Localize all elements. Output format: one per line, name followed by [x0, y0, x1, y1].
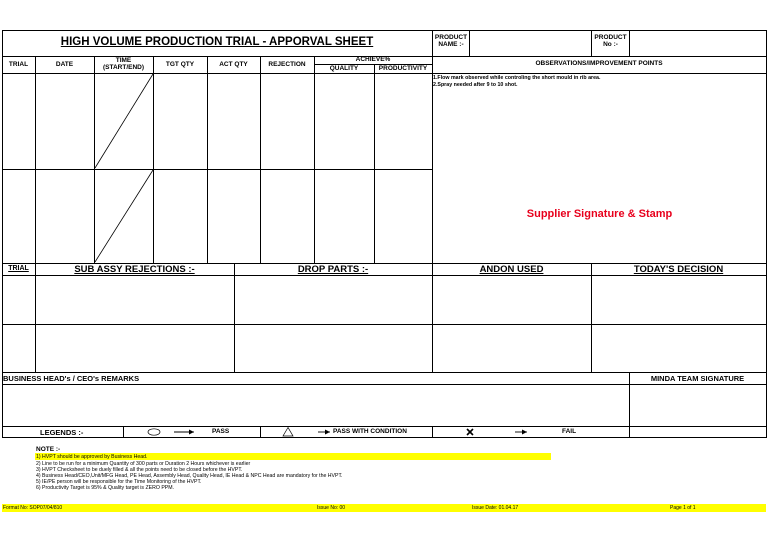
page-title: HIGH VOLUME PRODUCTION TRIAL - APPORVAL SHEET — [60, 36, 374, 48]
observation-1: 1.Flow mark observed while controling the short mould in rib area. — [433, 75, 601, 81]
col-rejection: REJECTION — [268, 61, 306, 68]
section-drop-parts: DROP PARTS :- — [297, 264, 369, 275]
cross-icon — [467, 429, 473, 435]
footer-issue-date: Issue Date: 01.04.17 — [472, 505, 519, 511]
arrow-head-icon — [325, 430, 330, 435]
col-act-qty: ACT QTY — [219, 61, 248, 68]
col-quality: QUALITY — [329, 65, 359, 72]
note-2: 2) Line to be run for a minimum Quantity of 300 parts or Duration 2 Hours whichever is earlier — [36, 461, 251, 467]
legend-pass-with-condition-label: PASS WITH CONDITION — [333, 428, 407, 435]
col-productivity: PRODUCTIVITY — [378, 65, 428, 72]
footer-issue-no: Issue No: 00 — [317, 505, 346, 511]
product-name-label: PRODUCT NAME :- — [434, 34, 468, 48]
legend-pass-label: PASS — [212, 428, 230, 435]
product-no-label: PRODUCT No :- — [594, 34, 627, 48]
footer-bar — [2, 504, 766, 512]
legend-fail-label: FAIL — [562, 428, 577, 435]
note-1: 1) HVPT should be approved by Business Head. — [36, 454, 148, 460]
col-tgt-qty: TGT QTY — [165, 61, 195, 68]
arrow-head-icon — [522, 430, 527, 435]
note-heading: NOTE :- — [36, 446, 61, 453]
col-date: DATE — [55, 61, 74, 68]
col-time: TIME (START/END) — [102, 57, 145, 71]
minda-team-signature-label: MINDA TEAM SIGNATURE — [650, 374, 745, 383]
section-todays-decision: TODAY'S DECISION — [633, 264, 724, 275]
note-6: 6) Productivity Target is 95% & Quality target is ZERO PPM. — [36, 485, 174, 491]
col-observations: OBSERVATIONS/IMPROVEMENT POINTS — [535, 60, 663, 67]
triangle-icon — [283, 428, 293, 437]
business-head-remarks-label: BUSINESS HEAD's / CEO's REMARKS — [3, 374, 140, 383]
note-5: 5) IE/PE person will be responsible for the Time Monitoring of the HVPT. — [36, 479, 202, 485]
note-3: 3) HVPT Checksheet to be duely filled & all the points need to be closed before the HVPT. — [36, 467, 243, 473]
footer-page: Page 1 of 1 — [670, 505, 696, 511]
section-trial-label: TRIAL — [8, 265, 29, 272]
footer-format-no: Format No: SOP07/04/810 — [3, 505, 63, 511]
col-achieve: ACHIEVE% — [355, 56, 391, 63]
legends-label: LEGENDS :- — [40, 428, 84, 437]
supplier-signature-stamp: Supplier Signature & Stamp — [526, 208, 673, 220]
section-andon-used: ANDON USED — [479, 264, 544, 275]
col-trial: TRIAL — [8, 61, 29, 68]
observation-2: 2.Spray needed after 9 to 10 shot. — [433, 82, 518, 88]
section-sub-assy-rejections: SUB ASSY REJECTIONS :- — [74, 264, 195, 275]
circle-icon — [148, 429, 160, 435]
note-4: 4) Business Head/CEO,Unit/MFG Head, PE Head, Assembly Head, Quality Head, IE Head & NPC Head are mandatory for the HVPT. — [36, 473, 343, 479]
arrow-head-icon — [189, 430, 194, 435]
